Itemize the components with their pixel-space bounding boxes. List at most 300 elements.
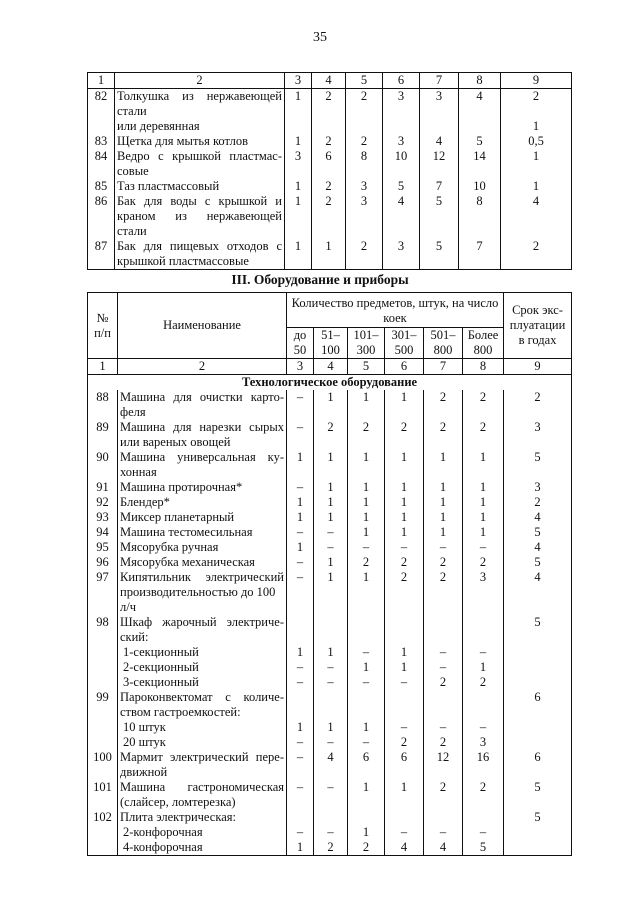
table-row <box>88 104 572 119</box>
header-num: № п/п <box>88 293 118 359</box>
equipment-table <box>87 292 572 856</box>
item-name: Машина тестомесильная <box>118 525 287 540</box>
value-cell: 1 <box>348 510 385 525</box>
value-cell: 4 <box>314 750 348 765</box>
value-cell: 1 <box>424 510 463 525</box>
value-cell: 1 <box>285 194 312 209</box>
item-name: Щетка для мытья котлов <box>115 134 285 149</box>
value-cell: – <box>348 645 385 660</box>
value-cell: 5 <box>504 555 572 570</box>
value-cell <box>383 119 420 134</box>
value-cell <box>287 765 314 780</box>
table-row <box>88 630 572 645</box>
value-cell: – <box>424 720 463 735</box>
sub-item-name: 4-конфорочная <box>118 840 287 856</box>
row-number <box>88 720 118 735</box>
value-cell: – <box>385 540 424 555</box>
table-row <box>88 164 572 179</box>
item-name: Толкушка из нержавеющей <box>115 89 285 105</box>
item-name: Машина для нарезки сырых <box>118 420 287 435</box>
value-cell <box>385 435 424 450</box>
header-row <box>88 293 572 328</box>
row-number <box>88 705 118 720</box>
value-cell: 2 <box>463 420 504 435</box>
value-cell: – <box>287 480 314 495</box>
value-cell <box>314 585 348 615</box>
table-row <box>88 765 572 780</box>
row-number: 96 <box>88 555 118 570</box>
value-cell: 1 <box>385 660 424 675</box>
table-row <box>88 510 572 525</box>
value-cell: 1 <box>348 390 385 405</box>
range-header: до 50 <box>287 328 314 359</box>
sub-item-name: 10 штук <box>118 720 287 735</box>
value-cell: 2 <box>346 239 383 254</box>
table-row <box>88 720 572 735</box>
value-cell: – <box>287 570 314 585</box>
value-cell: 5 <box>463 840 504 856</box>
value-cell: 1 <box>385 525 424 540</box>
index-cell: 1 <box>88 73 115 89</box>
item-name: Машина гастрономическая <box>118 780 287 795</box>
row-number <box>88 104 115 119</box>
value-cell: 10 <box>383 149 420 164</box>
value-cell <box>504 705 572 720</box>
value-cell <box>459 164 501 179</box>
value-cell <box>504 840 572 856</box>
value-cell <box>385 615 424 630</box>
value-cell <box>314 765 348 780</box>
value-cell <box>501 209 572 224</box>
value-cell: 2 <box>424 780 463 795</box>
row-number: 92 <box>88 495 118 510</box>
value-cell <box>314 465 348 480</box>
value-cell <box>314 615 348 630</box>
value-cell <box>459 254 501 270</box>
table-row <box>88 675 572 690</box>
header-index-row <box>88 359 572 375</box>
value-cell: 5 <box>459 134 501 149</box>
value-cell: 1 <box>463 510 504 525</box>
row-number: 82 <box>88 89 115 105</box>
value-cell: 4 <box>424 840 463 856</box>
value-cell <box>463 585 504 615</box>
table-row <box>88 555 572 570</box>
value-cell <box>383 164 420 179</box>
value-cell: 6 <box>312 149 346 164</box>
value-cell: 3 <box>420 89 459 105</box>
item-name: Пароконвектомат с количе- <box>118 690 287 705</box>
table-row <box>88 194 572 209</box>
row-number: 93 <box>88 510 118 525</box>
value-cell <box>314 795 348 810</box>
value-cell: – <box>348 540 385 555</box>
row-number: 90 <box>88 450 118 465</box>
row-number: 91 <box>88 480 118 495</box>
row-number: 100 <box>88 750 118 765</box>
value-cell: 1 <box>285 89 312 105</box>
item-name: стали <box>115 104 285 119</box>
value-cell: 1 <box>463 660 504 675</box>
value-cell: 14 <box>459 149 501 164</box>
value-cell: 5 <box>504 450 572 465</box>
item-name: Бак для пищевых отходов с <box>115 239 285 254</box>
range-header: 101– 300 <box>348 328 385 359</box>
item-name: Кипятильник электрический <box>118 570 287 585</box>
table-row <box>88 495 572 510</box>
value-cell <box>312 164 346 179</box>
value-cell: – <box>287 660 314 675</box>
value-cell: 1 <box>314 720 348 735</box>
value-cell <box>424 705 463 720</box>
value-cell <box>346 164 383 179</box>
value-cell: 3 <box>346 179 383 194</box>
table-row <box>88 480 572 495</box>
row-number <box>88 435 118 450</box>
value-cell: 7 <box>459 239 501 254</box>
item-name: Миксер планетарный <box>118 510 287 525</box>
sub-item-name: 20 штук <box>118 735 287 750</box>
value-cell: 6 <box>348 750 385 765</box>
index-cell: 9 <box>504 359 572 375</box>
value-cell <box>463 810 504 825</box>
value-cell: – <box>287 780 314 795</box>
value-cell: 1 <box>463 495 504 510</box>
item-name: ский: <box>118 630 287 645</box>
value-cell: 1 <box>385 450 424 465</box>
value-cell <box>287 795 314 810</box>
value-cell: 2 <box>314 840 348 856</box>
row-number <box>88 405 118 420</box>
value-cell <box>385 810 424 825</box>
value-cell: – <box>287 735 314 750</box>
value-cell: 1 <box>348 525 385 540</box>
value-cell <box>420 209 459 224</box>
table-row <box>88 705 572 720</box>
value-cell <box>346 224 383 239</box>
table-row <box>88 405 572 420</box>
value-cell: – <box>314 660 348 675</box>
value-cell: 2 <box>463 675 504 690</box>
value-cell: 7 <box>420 179 459 194</box>
range-header: 301– 500 <box>385 328 424 359</box>
table-row <box>88 570 572 585</box>
value-cell: 2 <box>348 555 385 570</box>
value-cell: 2 <box>504 495 572 510</box>
value-cell: 3 <box>383 239 420 254</box>
value-cell: 1 <box>348 825 385 840</box>
value-cell: 3 <box>346 194 383 209</box>
header-service-life: Срок экс-плуатации в годах <box>504 293 572 359</box>
header-name: Наименование <box>118 293 287 359</box>
item-name: Машина протирочная* <box>118 480 287 495</box>
value-cell <box>420 104 459 119</box>
row-number <box>88 254 115 270</box>
value-cell <box>312 104 346 119</box>
index-cell: 7 <box>424 359 463 375</box>
item-name: Таз пластмассовый <box>115 179 285 194</box>
table-row <box>88 690 572 705</box>
row-number: 94 <box>88 525 118 540</box>
value-cell <box>287 705 314 720</box>
value-cell: 1 <box>287 450 314 465</box>
value-cell: 1 <box>463 450 504 465</box>
value-cell: – <box>424 645 463 660</box>
value-cell <box>424 690 463 705</box>
value-cell: 1 <box>385 480 424 495</box>
index-cell: 3 <box>287 359 314 375</box>
value-cell: 2 <box>424 420 463 435</box>
row-number: 88 <box>88 390 118 405</box>
value-cell: 1 <box>348 660 385 675</box>
value-cell: 2 <box>424 735 463 750</box>
item-name: Плита электрическая: <box>118 810 287 825</box>
value-cell: 1 <box>314 510 348 525</box>
value-cell: 1 <box>348 780 385 795</box>
value-cell: 4 <box>420 134 459 149</box>
value-cell: 5 <box>504 525 572 540</box>
value-cell <box>287 810 314 825</box>
table-row <box>88 660 572 675</box>
value-cell <box>385 465 424 480</box>
value-cell <box>312 224 346 239</box>
row-number <box>88 765 118 780</box>
index-cell: 6 <box>383 73 420 89</box>
value-cell: 1 <box>314 555 348 570</box>
value-cell: – <box>424 540 463 555</box>
value-cell: 2 <box>312 194 346 209</box>
value-cell: 5 <box>504 615 572 630</box>
row-number <box>88 675 118 690</box>
row-number: 86 <box>88 194 115 209</box>
value-cell: 1 <box>424 450 463 465</box>
row-number: 84 <box>88 149 115 164</box>
value-cell: 2 <box>463 780 504 795</box>
row-number: 97 <box>88 570 118 585</box>
table-row <box>88 540 572 555</box>
page-number: 35 <box>313 30 327 45</box>
row-number <box>88 585 118 615</box>
value-cell <box>348 465 385 480</box>
row-number: 99 <box>88 690 118 705</box>
value-cell: 1 <box>424 495 463 510</box>
item-name: Машина универсальная ку- <box>118 450 287 465</box>
item-name: или вареных овощей <box>118 435 287 450</box>
subheading-row <box>88 375 572 391</box>
item-name: феля <box>118 405 287 420</box>
value-cell: 0,5 <box>501 134 572 149</box>
continuation-table <box>87 72 572 270</box>
value-cell: – <box>314 780 348 795</box>
value-cell <box>314 405 348 420</box>
table-row <box>88 254 572 270</box>
value-cell <box>348 615 385 630</box>
value-cell <box>348 435 385 450</box>
value-cell: 1 <box>287 840 314 856</box>
value-cell: 4 <box>504 570 572 585</box>
value-cell: 3 <box>285 149 312 164</box>
item-name: хонная <box>118 465 287 480</box>
table-row <box>88 390 572 405</box>
value-cell: 3 <box>463 570 504 585</box>
index-cell: 8 <box>463 359 504 375</box>
value-cell <box>501 224 572 239</box>
value-cell: 2 <box>501 89 572 105</box>
value-cell <box>504 660 572 675</box>
value-cell: 1 <box>348 450 385 465</box>
value-cell: 6 <box>504 750 572 765</box>
item-name: краном из нержавеющей <box>115 209 285 224</box>
index-cell: 3 <box>285 73 312 89</box>
value-cell: – <box>463 720 504 735</box>
row-number <box>88 630 118 645</box>
value-cell <box>385 630 424 645</box>
value-cell <box>463 435 504 450</box>
value-cell: – <box>287 555 314 570</box>
value-cell <box>348 765 385 780</box>
value-cell <box>285 164 312 179</box>
value-cell: – <box>385 675 424 690</box>
value-cell: 4 <box>385 840 424 856</box>
value-cell <box>348 795 385 810</box>
value-cell: – <box>287 390 314 405</box>
value-cell: 5 <box>420 194 459 209</box>
value-cell: 4 <box>504 510 572 525</box>
value-cell: 2 <box>312 89 346 105</box>
value-cell <box>287 690 314 705</box>
value-cell: 12 <box>424 750 463 765</box>
value-cell <box>385 765 424 780</box>
item-name: ством гастроемкостей: <box>118 705 287 720</box>
value-cell <box>348 810 385 825</box>
value-cell <box>348 690 385 705</box>
value-cell <box>385 705 424 720</box>
value-cell <box>314 690 348 705</box>
value-cell: 2 <box>501 239 572 254</box>
value-cell: 1 <box>314 495 348 510</box>
table-row <box>88 134 572 149</box>
value-cell <box>424 405 463 420</box>
value-cell <box>424 795 463 810</box>
table-row <box>88 750 572 765</box>
item-name: Мясорубка ручная <box>118 540 287 555</box>
value-cell <box>383 254 420 270</box>
row-number <box>88 735 118 750</box>
value-cell: – <box>424 825 463 840</box>
table-row <box>88 465 572 480</box>
value-cell: – <box>287 420 314 435</box>
value-cell <box>383 104 420 119</box>
value-cell <box>504 825 572 840</box>
value-cell <box>385 585 424 615</box>
value-cell <box>383 224 420 239</box>
header-quantity: Количество предметов, штук, на число коек <box>287 293 504 328</box>
value-cell <box>348 630 385 645</box>
value-cell: 2 <box>346 134 383 149</box>
table-row <box>88 525 572 540</box>
value-cell <box>312 209 346 224</box>
index-cell: 4 <box>312 73 346 89</box>
value-cell: 1 <box>314 450 348 465</box>
value-cell <box>348 705 385 720</box>
value-cell: 4 <box>459 89 501 105</box>
value-cell: 1 <box>385 390 424 405</box>
value-cell <box>463 705 504 720</box>
table-row <box>88 735 572 750</box>
value-cell: 5 <box>504 780 572 795</box>
value-cell: 2 <box>312 179 346 194</box>
value-cell: 1 <box>285 239 312 254</box>
value-cell <box>504 720 572 735</box>
value-cell: – <box>287 525 314 540</box>
table-row <box>88 585 572 615</box>
row-number <box>88 840 118 856</box>
value-cell: 2 <box>385 420 424 435</box>
value-cell: 1 <box>285 179 312 194</box>
index-cell: 9 <box>501 73 572 89</box>
value-cell: 1 <box>314 570 348 585</box>
value-cell: – <box>314 825 348 840</box>
index-cell: 4 <box>314 359 348 375</box>
row-number <box>88 209 115 224</box>
index-cell: 6 <box>385 359 424 375</box>
value-cell: 2 <box>504 390 572 405</box>
value-cell: 1 <box>463 525 504 540</box>
value-cell: 6 <box>504 690 572 705</box>
value-cell <box>501 104 572 119</box>
table-row <box>88 420 572 435</box>
table-row <box>88 239 572 254</box>
value-cell: 1 <box>348 720 385 735</box>
table-row <box>88 825 572 840</box>
value-cell: 2 <box>424 570 463 585</box>
value-cell <box>424 810 463 825</box>
value-cell: – <box>385 720 424 735</box>
value-cell: – <box>348 675 385 690</box>
table-row <box>88 810 572 825</box>
row-number <box>88 645 118 660</box>
item-name: стали <box>115 224 285 239</box>
value-cell <box>504 765 572 780</box>
value-cell <box>504 645 572 660</box>
row-number: 98 <box>88 615 118 630</box>
value-cell: 1 <box>287 720 314 735</box>
value-cell <box>504 630 572 645</box>
item-name: (слайсер, ломтерезка) <box>118 795 287 810</box>
table-row <box>88 435 572 450</box>
value-cell <box>287 465 314 480</box>
row-number: 83 <box>88 134 115 149</box>
value-cell <box>346 119 383 134</box>
value-cell <box>348 585 385 615</box>
value-cell: – <box>314 735 348 750</box>
item-name: или деревянная <box>115 119 285 134</box>
value-cell: 2 <box>424 675 463 690</box>
table-row <box>88 450 572 465</box>
value-cell <box>504 465 572 480</box>
value-cell <box>420 119 459 134</box>
value-cell: 1 <box>314 480 348 495</box>
row-number <box>88 795 118 810</box>
value-cell <box>420 224 459 239</box>
value-cell <box>463 465 504 480</box>
value-cell: 1 <box>314 390 348 405</box>
item-name: совые <box>115 164 285 179</box>
value-cell: 2 <box>424 555 463 570</box>
row-number: 87 <box>88 239 115 254</box>
value-cell <box>504 585 572 615</box>
value-cell <box>287 630 314 645</box>
